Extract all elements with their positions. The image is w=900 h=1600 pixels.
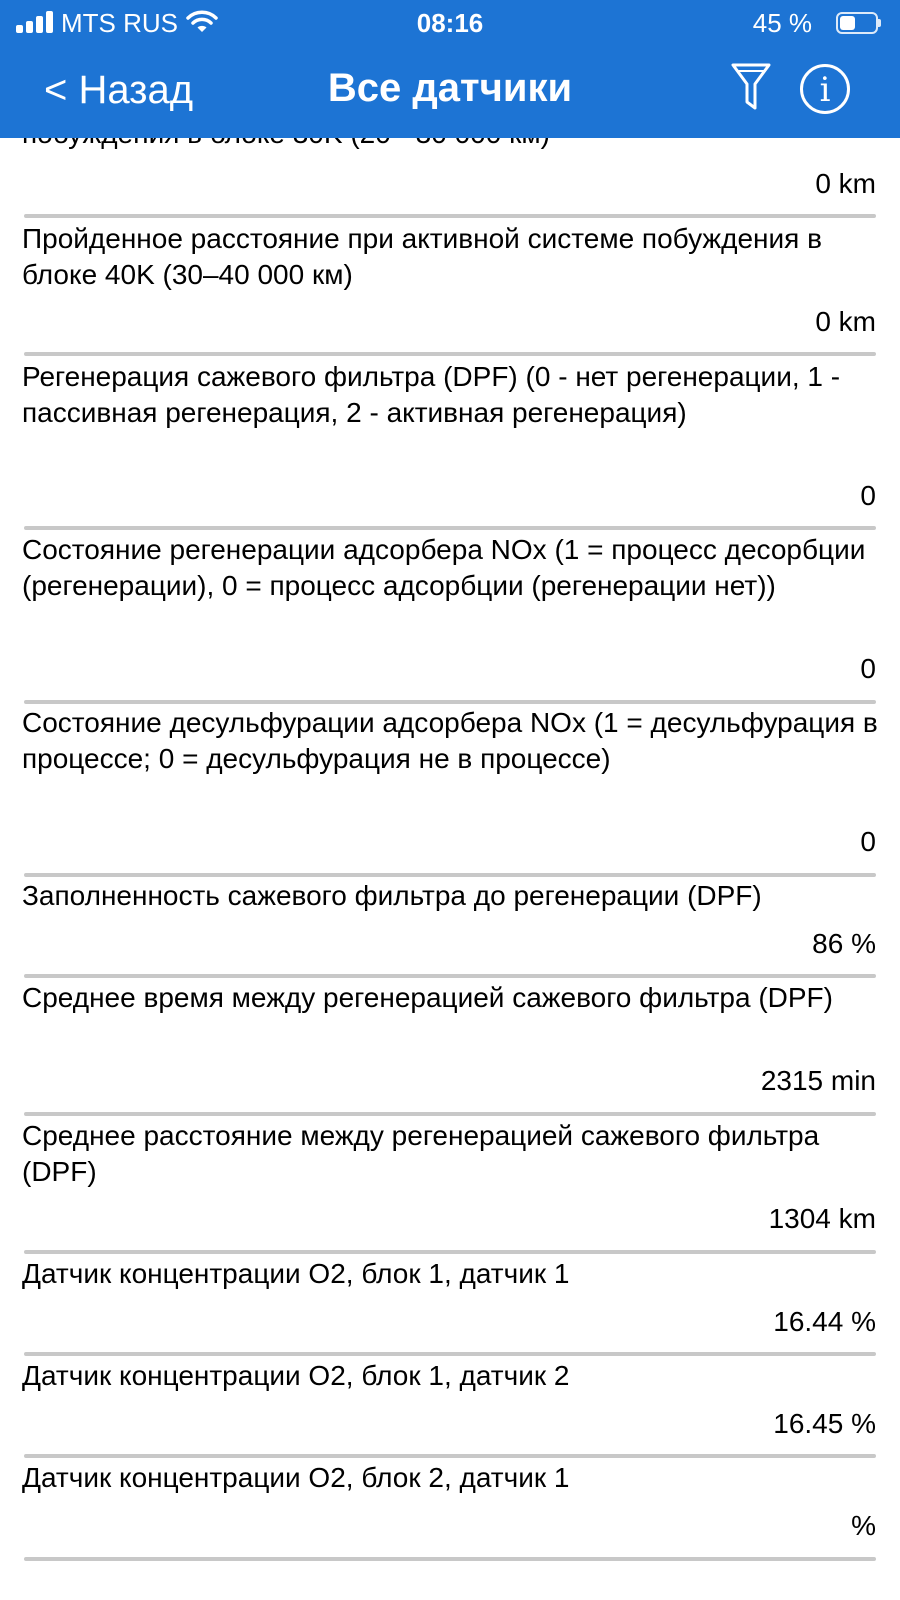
sensor-label: Датчик концентрации O2, блок 1, датчик 1 <box>22 1258 570 1289</box>
sensor-value: 16.45 % <box>773 1408 876 1439</box>
divider <box>24 1557 876 1561</box>
sensor-value: 2315 min <box>760 1065 876 1096</box>
sensor-label: Пройденное расстояние при активной системе побуждения в блоке 40K (30–40 000 км) <box>22 223 822 290</box>
status-bar <box>0 0 900 44</box>
divider <box>24 974 876 978</box>
filter-icon[interactable] <box>730 62 772 114</box>
divider <box>24 352 876 356</box>
clock: 08:16 <box>416 8 484 38</box>
sensor-label: Состояние регенерации адсорбера NOx (1 = процесс десорбции (регенерации), 0 = процесс адсорбции (регенерации нет)) <box>22 534 866 601</box>
divider <box>24 526 876 530</box>
divider <box>24 214 876 218</box>
sensor-value: % <box>851 1510 876 1541</box>
divider <box>24 1112 876 1116</box>
divider <box>24 700 876 704</box>
sensor-label: Среднее расстояние между регенерацией сажевого фильтра (DPF) <box>22 1120 820 1187</box>
divider <box>24 1250 876 1254</box>
sensor-label: Датчик концентрации O2, блок 2, датчик 1 <box>22 1462 570 1493</box>
sensor-value: 86 % <box>812 928 876 959</box>
battery-percent: 45 % <box>752 8 812 38</box>
sensor-value: 0 <box>860 480 876 511</box>
sensor-value: 0 <box>860 653 876 684</box>
sensor-label: Среднее время между регенерацией сажевого фильтра (DPF) <box>22 982 833 1013</box>
sensor-label: Заполненность сажевого фильтра до регенерации (DPF) <box>22 880 762 911</box>
sensor-label: Состояние десульфурации адсорбера NOx (1 = десульфурация в процессе; 0 = десульфурация не в процессе) <box>22 707 878 774</box>
sensor-label: Датчик концентрации O2, блок 1, датчик 2 <box>22 1360 570 1391</box>
sensor-value: 16.44 % <box>773 1306 876 1337</box>
sensor-value: 1304 km <box>768 1203 876 1234</box>
battery-icon <box>836 12 880 32</box>
nav-header <box>0 0 900 138</box>
page-title: Все датчики <box>327 66 573 110</box>
divider <box>24 1352 876 1356</box>
sensor-label: Регенерация сажевого фильтра (DPF) (0 - нет регенерации, 1 - пассивная регенерация, 2 - активная регенерация) <box>22 361 841 428</box>
back-button[interactable]: < Назад <box>44 68 194 112</box>
sensor-value: 0 km <box>815 168 876 199</box>
carrier-name: MTS RUS <box>61 8 178 38</box>
sensor-value: 0 km <box>815 306 876 337</box>
info-icon[interactable]: i <box>800 64 850 114</box>
sensor-value: 0 <box>860 826 876 857</box>
divider <box>24 873 876 877</box>
divider <box>24 1454 876 1458</box>
